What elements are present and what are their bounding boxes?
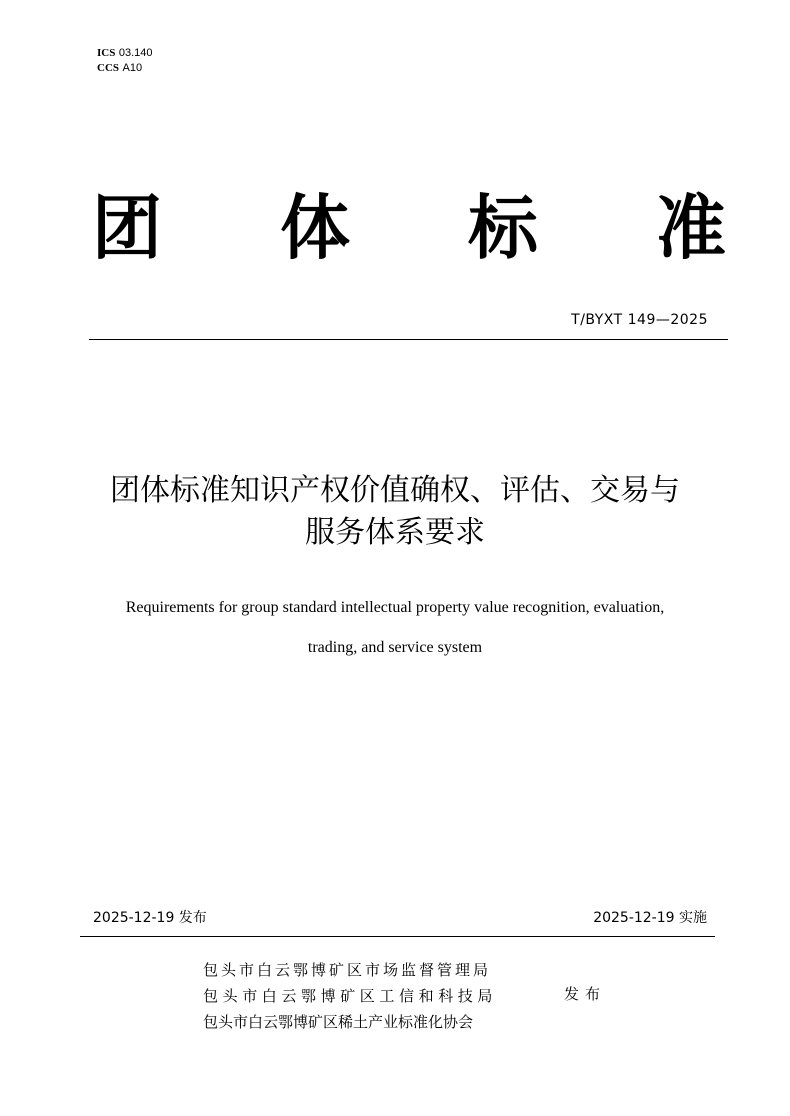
- footer-divider: [80, 936, 715, 937]
- english-title-line-1: Requirements for group standard intellectual property value recognition, evaluation,: [125, 599, 665, 616]
- title-char-2: 体: [280, 187, 350, 269]
- chinese-title: [0, 470, 790, 554]
- ccs-line: [97, 60, 142, 76]
- publish-date: 2025-12-19 发布: [93, 910, 207, 926]
- implement-date: 2025-12-19 实施: [593, 910, 707, 926]
- issuing-authorities: [203, 957, 497, 1035]
- ccs-label: CCS: [97, 62, 120, 74]
- title-char-3: 标: [468, 187, 538, 269]
- issuer-3: 包头市白云鄂博矿区稀土产业标准化协会: [203, 1013, 474, 1031]
- chinese-title-line-2: 服务体系要求: [305, 515, 485, 550]
- issuer-1: 包头市白云鄂博矿区市场监督管理局: [203, 961, 492, 979]
- english-title-line-2: trading, and service system: [307, 639, 483, 656]
- ics-line: [97, 45, 153, 61]
- issuer-2: 包头市白云鄂博矿区工信和科技局: [203, 987, 498, 1005]
- issue-word: 发布: [564, 985, 607, 1003]
- chinese-title-line-1: 团体标准知识产权价值确权、评估、交易与: [110, 473, 680, 508]
- title-char-4: 准: [656, 187, 726, 269]
- title-char-1: 团: [92, 187, 162, 269]
- english-title: [60, 588, 730, 668]
- ics-value: 03.140: [118, 47, 153, 59]
- standard-number: T/BYXT 149—2025: [571, 312, 708, 328]
- ccs-value: A10: [122, 62, 143, 74]
- ics-label: ICS: [97, 47, 116, 59]
- header-divider: [89, 339, 728, 340]
- document-type-title: [92, 178, 726, 278]
